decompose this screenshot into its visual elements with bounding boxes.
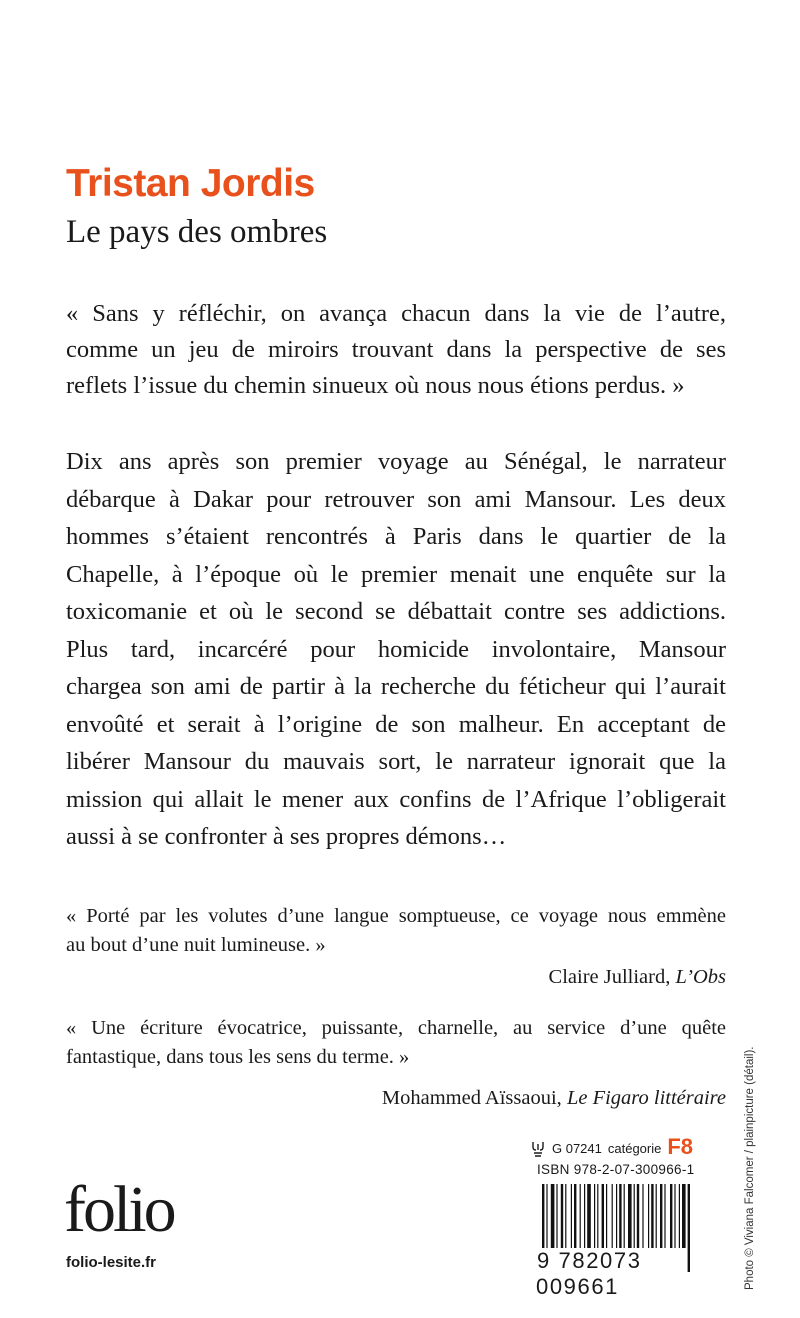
blurb-line: hommes s’étaient rencontrés à Paris dans le quartier de la (66, 523, 726, 550)
barcode-bar (584, 1184, 585, 1248)
blurb-line: toxicomanie et où le second se débattait contre ses addictions. (66, 598, 726, 625)
barcode-bar (679, 1184, 680, 1248)
review-line: au bout d’une nuit lumineuse. » (66, 934, 326, 956)
blurb-line: libérer Mansour du mauvais sort, le narrateur ignorait que la (66, 748, 726, 775)
review-line: « Une écriture évocatrice, puissante, charnelle, au service d’une quête (66, 1017, 726, 1039)
barcode-bar (602, 1184, 604, 1248)
barcode-digits-text: 9 782073 009661 (536, 1248, 642, 1299)
barcode-bar (619, 1184, 621, 1248)
review-line: « Porté par les volutes d’une langue somptueuse, ce voyage nous emmène (66, 905, 726, 927)
barcode-bar (660, 1184, 662, 1248)
catalog-line (530, 1134, 730, 1158)
epigraph-line: reflets l’issue du chemin sinueux où nous nous étions perdus. » (66, 372, 685, 399)
barcode-digits (536, 1248, 716, 1300)
blurb (66, 443, 726, 856)
photo-credit: Photo © Viviana Falcomer / plainpicture (détail). (744, 1046, 756, 1290)
barcode-bar (651, 1184, 653, 1248)
review-quote (66, 1014, 726, 1072)
barcode-bar (674, 1184, 675, 1248)
publication-name: Le Figaro littéraire (566, 1087, 726, 1109)
blurb-line: envoûté et serait à l’origine de son malheur. En acceptant de (66, 710, 726, 738)
barcode-bar (551, 1184, 555, 1248)
barcode-bar (597, 1184, 598, 1248)
critic-name: Mohammed Aïssaoui, (381, 1087, 562, 1109)
critic-name: Claire Julliard, (548, 966, 671, 988)
barcode-bar (637, 1184, 639, 1248)
barcode-bar (642, 1184, 643, 1248)
barcode-bar (580, 1184, 581, 1248)
publication-name: L’Obs (675, 966, 726, 988)
blurb-line: débarque à Dakar pour retrouver son ami Mansour. Les deux (66, 485, 726, 513)
review-attribution (549, 963, 726, 992)
barcode-bar (656, 1184, 657, 1248)
barcode-bar (571, 1184, 572, 1248)
epigraph-line: « Sans y réfléchir, on avança chacun dans la vie de l’autre, (66, 300, 726, 327)
barcode-bar (612, 1184, 613, 1248)
epigraph (66, 296, 726, 404)
folio-logo: folio (64, 1173, 174, 1246)
barcode-bar (594, 1184, 595, 1248)
barcode-bar (606, 1184, 607, 1248)
book-title: Le pays des ombres (66, 214, 328, 250)
barcode-bar (628, 1184, 632, 1248)
author-name: Tristan Jordis (66, 162, 315, 205)
blurb-line: mission qui allait le mener aux confins de l’Afrique l’obligerait (66, 785, 726, 813)
isbn: ISBN 978-2-07-300966-1 (537, 1162, 695, 1177)
review-attribution (382, 1084, 726, 1113)
barcode-bar (561, 1184, 563, 1248)
publisher-website[interactable]: folio-lesite.fr (66, 1254, 157, 1271)
barcode-bar (664, 1184, 665, 1248)
epigraph-line: comme un jeu de miroirs trouvant dans la perspective de ses (66, 336, 726, 363)
blurb-line: Dix ans après son premier voyage au Sénégal, le narrateur (66, 448, 726, 475)
barcode-bar (587, 1184, 591, 1248)
barcode-bar (682, 1184, 686, 1248)
barcode-bar (670, 1184, 672, 1248)
barcode-bar (648, 1184, 649, 1248)
blurb-line: chargea son ami de partir à la recherche du féticheur qui l’aurait (66, 673, 726, 700)
gallimard-mark-icon (530, 1140, 546, 1158)
category-label: catégorie (607, 1141, 662, 1156)
catalog-code: G 07241 (552, 1141, 602, 1156)
blurb-line: Chapelle, à l’époque où le premier menait une enquête sur la (66, 560, 726, 588)
barcode-bar (556, 1184, 557, 1248)
category-code: F8 (667, 1134, 694, 1159)
barcode-bar (574, 1184, 576, 1248)
blurb-line: Plus tard, incarcéré pour homicide involontaire, Mansour (66, 635, 726, 663)
barcode-bar (634, 1184, 635, 1248)
review-quote (66, 902, 726, 960)
barcode-bar (565, 1184, 566, 1248)
barcode-bar (624, 1184, 625, 1248)
blurb-line: aussi à se confronter à ses propres démons… (66, 823, 507, 850)
review-line: fantastique, dans tous les sens du terme. » (66, 1046, 410, 1068)
